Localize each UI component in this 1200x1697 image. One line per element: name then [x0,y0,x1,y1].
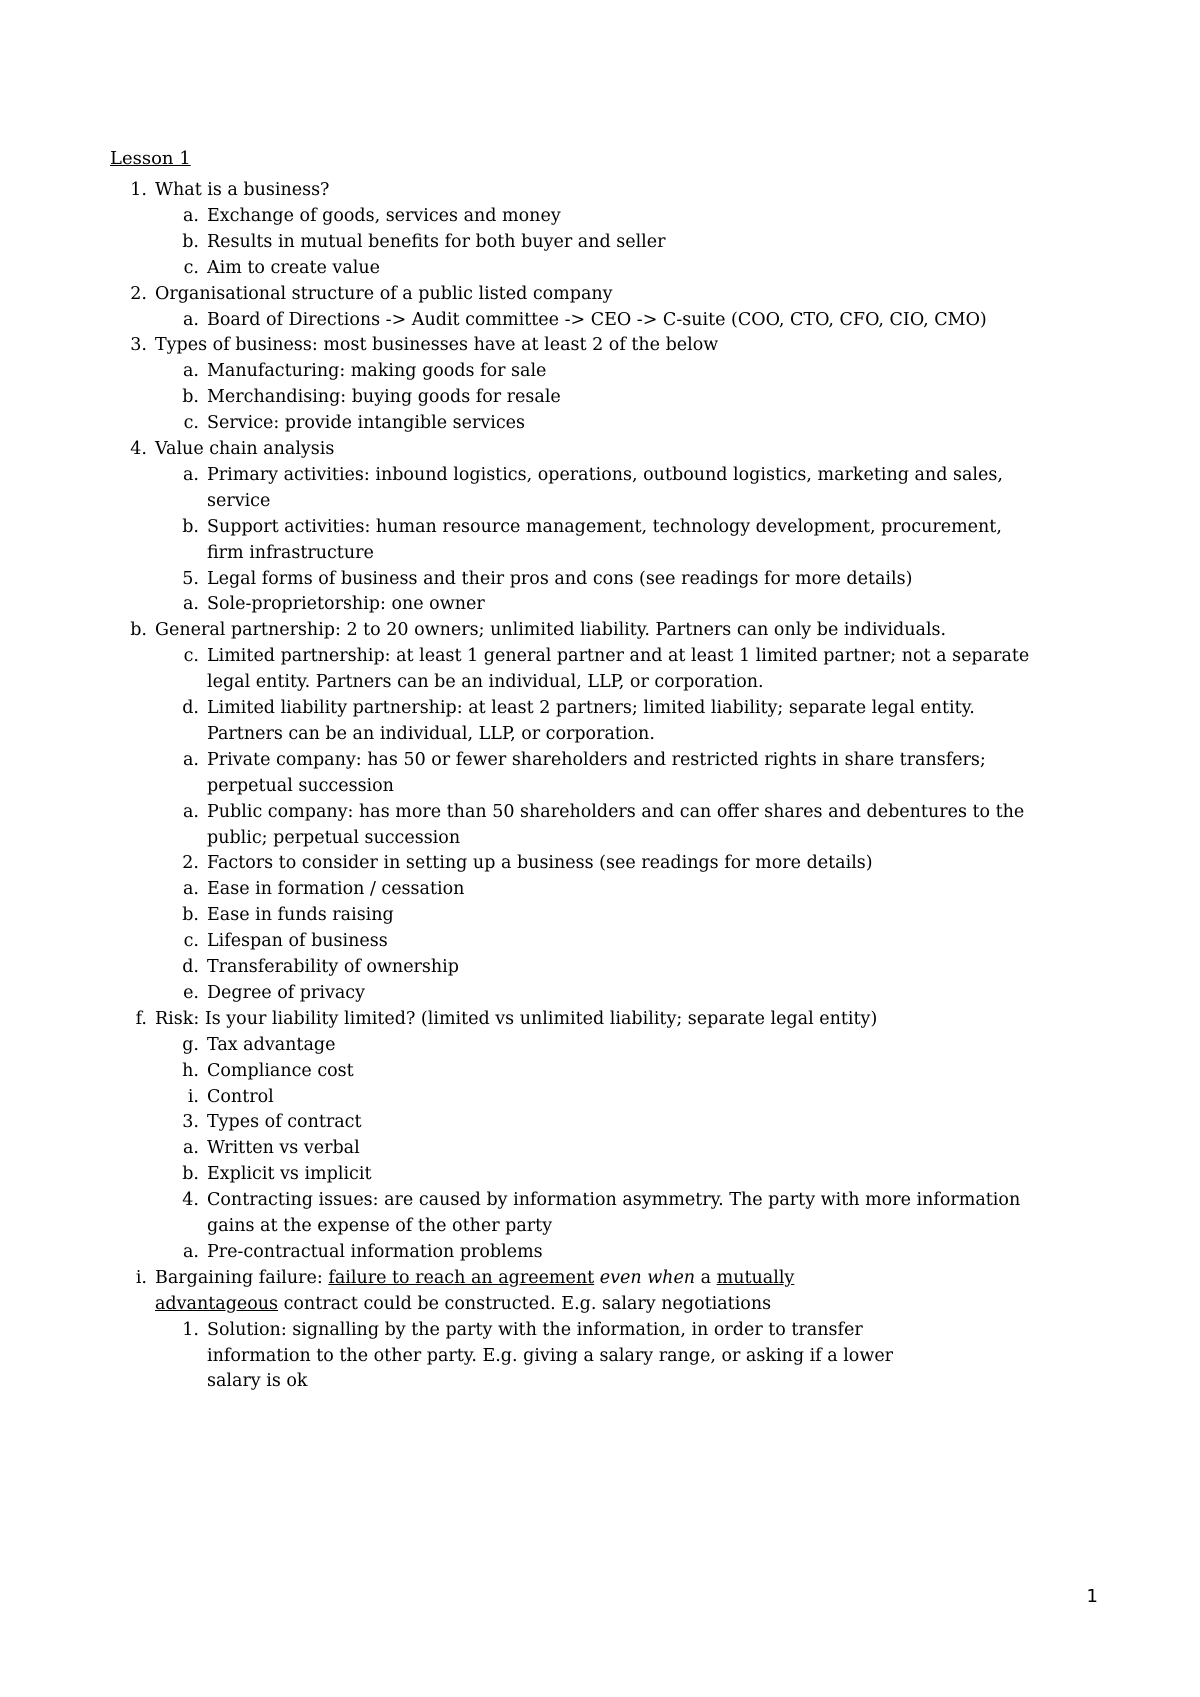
text-run: public; perpetual succession [207,827,461,848]
text-run: Bargaining failure: [155,1267,329,1288]
text-run: Lifespan of business [207,931,388,952]
list-marker: g. [182,1034,199,1055]
list-marker: 5. [182,568,199,589]
text-run: Written vs verbal [207,1138,360,1159]
text-run: Primary activities: inbound logistics, operations, outbound logistics, marketing and sales, [207,464,1003,485]
underlined-text: failure to reach an agreement [328,1267,595,1288]
list-marker: b. [182,905,199,926]
text-run: Compliance cost [207,1060,354,1081]
text-run: Results in mutual benefits for both buyer and seller [207,231,666,252]
list-marker: a. [183,749,199,770]
text-run: Limited partnership: at least 1 general partner and at least 1 limited partner; not a separate [207,646,1030,667]
text-run: Sole-proprietorship: one owner [207,594,485,615]
list-marker: a. [183,1138,199,1159]
list-item-text [207,723,655,745]
text-run: Exchange of goods, services and money [207,205,561,226]
text-run: Factors to consider in setting up a business (see readings for more details) [207,853,873,874]
list-item-text [207,645,1029,667]
list-item-text [155,1267,794,1289]
list-item-text [207,1163,371,1185]
text-run: Partners can be an individual, LLP, or corporation. [207,723,655,744]
text-run: Support activities: human resource management, technology development, procurement, [207,516,1002,537]
list-marker: a. [183,594,199,615]
text-run: Service: provide intangible services [207,413,525,434]
underlined-text: mutually [716,1267,795,1288]
list-item-text [207,1345,893,1367]
list-item-text [207,878,464,900]
text-run: Risk: Is your liability limited? (limited vs unlimited liability; separate legal entity) [155,1008,878,1029]
list-item-text [207,257,380,279]
text-run: Degree of privacy [207,982,365,1003]
list-marker: 3. [182,1112,199,1133]
list-item-text [207,386,561,408]
list-item-text [207,749,986,771]
list-item-text [207,852,873,874]
list-marker: b. [182,231,199,252]
list-item-text [155,283,613,305]
list-marker: 4. [182,1190,199,1211]
list-item-text [155,179,329,201]
list-marker: 1. [130,180,147,200]
text-run: Legal forms of business and their pros and cons (see readings for more details) [207,568,913,589]
list-item-text [207,1215,552,1237]
text-run: Public company: has more than 50 shareholders and can offer shares and debentures to the [207,801,1025,822]
text-run: Tax advantage [207,1034,336,1055]
list-item-text [207,360,546,382]
list-marker: f. [135,1008,147,1029]
list-item-text [207,412,525,434]
text-run: firm infrastructure [207,542,374,563]
list-marker: c. [183,413,199,434]
list-marker: a. [183,361,199,382]
text-run: Contracting issues: are caused by information asymmetry. The party with more information [207,1190,1021,1211]
list-item-text [207,516,1002,538]
list-marker: a. [183,801,199,822]
list-item-text [207,1370,308,1392]
list-marker: b. [182,1164,199,1185]
list-marker: c. [183,931,199,952]
text-run: Explicit vs implicit [207,1164,372,1185]
text-run: Organisational structure of a public listed company [155,283,613,304]
page-number: 1 [1086,1586,1098,1607]
text-run: Pre-contractual information problems [207,1241,543,1262]
list-item-text [207,1241,543,1263]
text-run: Types of contract [207,1112,362,1133]
list-item-text [155,334,718,356]
text-run: Control [207,1086,274,1107]
list-marker: b. [130,620,147,641]
list-item-text [207,1034,335,1056]
list-marker: a. [183,1241,199,1262]
list-item-text [207,801,1024,823]
list-item-text [207,775,394,797]
text-run: service [207,490,271,511]
text-run: Value chain analysis [155,439,335,459]
text-run: salary is ok [207,1371,308,1392]
text-run: Limited liability partnership: at least 2 partners; limited liability; separate legal entity. [207,698,975,718]
list-item-text [207,1086,274,1108]
list-marker: b. [182,387,199,408]
list-marker: a. [183,464,199,485]
list-item-text [207,827,460,849]
list-marker: d. [182,698,199,718]
list-item-text [207,930,388,952]
list-item-text [155,1293,771,1315]
list-marker: h. [182,1060,199,1081]
text-run: information to the other party. E.g. giving a salary range, or asking if a lower [207,1345,894,1366]
list-marker: 2. [130,283,147,304]
list-item-text [207,1189,1020,1211]
list-marker: e. [183,982,199,1003]
list-item-text [207,205,561,227]
text-run: Private company: has 50 or fewer shareholders and restricted rights in share transfers; [207,749,986,770]
list-item-text [207,1137,360,1159]
list-item-text [155,438,334,460]
list-item-text [207,1111,362,1133]
list-item-text [207,568,912,590]
list-item-text [207,464,1003,486]
text-run: General partnership: 2 to 20 owners; unlimited liability. Partners can only be individuals. [155,620,947,641]
text-run: Aim to create value [207,257,380,278]
text-run: Transferability of ownership [207,957,459,977]
list-marker: a. [183,879,199,900]
list-marker: b. [182,516,199,537]
list-item-text [207,956,459,978]
list-item-text [207,593,485,615]
list-item-text [207,1319,863,1341]
list-item-text [207,231,666,253]
list-marker: 3. [130,335,147,356]
text-run: Solution: signalling by the party with the information, in order to transfer [207,1319,863,1340]
list-marker: c. [183,257,199,278]
list-item-text [155,619,946,641]
page-title: Lesson 1 [110,148,191,169]
list-item-text [207,671,764,693]
text-run: perpetual succession [207,775,394,796]
text-run: contract could be constructed. E.g. salary negotiations [278,1293,772,1314]
text-run: a [695,1267,717,1288]
list-marker: 4. [130,439,147,459]
text-run: Merchandising: buying goods for resale [207,387,561,408]
list-item-text [207,490,270,512]
list-item-text [155,1008,877,1030]
text-run: Board of Directions -> Audit committee -> CEO -> C-suite (COO, CTO, CFO, CIO, CMO) [207,309,987,330]
list-item-text [207,1060,354,1082]
list-marker: c. [183,646,199,667]
list-marker: d. [182,957,199,977]
list-item-text [207,309,987,331]
text-run: Ease in funds raising [207,905,394,926]
text-run: gains at the expense of the other party [207,1216,553,1236]
text-run: legal entity. Partners can be an individual, LLP, or corporation. [207,672,764,693]
italic-text: even when [599,1267,696,1288]
list-marker: 2. [182,853,199,874]
list-item-text [207,982,365,1004]
list-marker: 1. [182,1319,199,1340]
list-marker: a. [183,205,199,226]
underlined-text: advantageous [155,1293,279,1314]
list-item-text [207,904,394,926]
text-run: Ease in formation / cessation [207,879,465,900]
list-item-text [207,542,374,564]
text-run: Types of business: most businesses have at least 2 of the below [155,335,719,356]
list-marker: i. [187,1086,199,1107]
text-run: What is a business? [155,180,330,200]
list-item-text [207,697,975,719]
list-marker: a. [183,309,199,330]
text-run: Manufacturing: making goods for sale [207,361,547,382]
list-marker: i. [135,1267,147,1288]
